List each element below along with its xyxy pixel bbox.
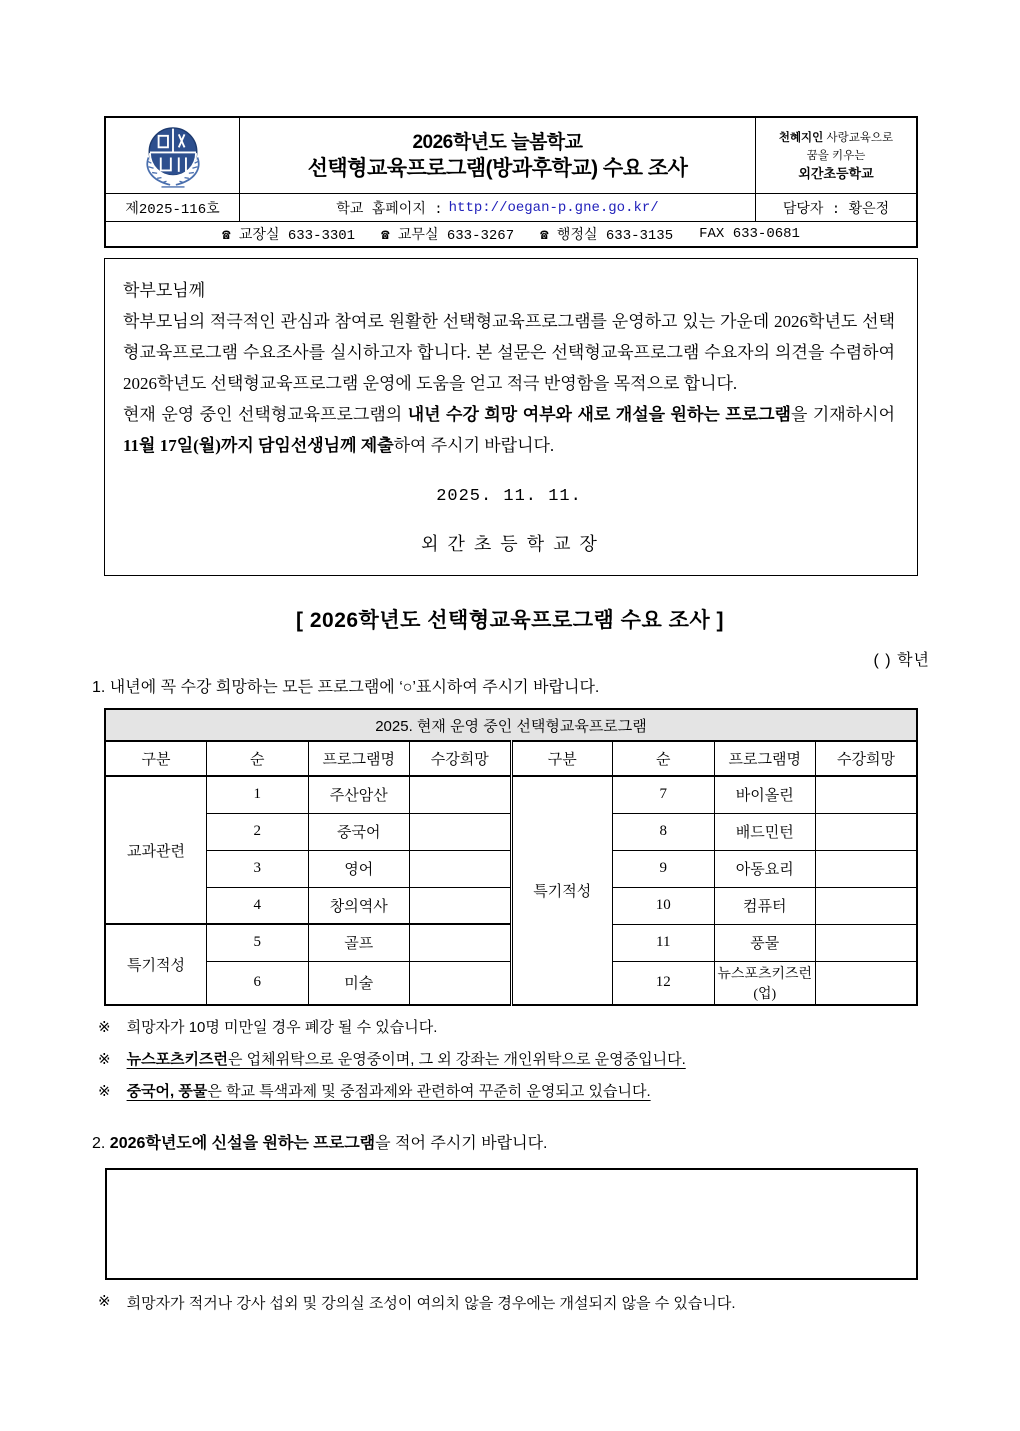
row-no-1: 1 bbox=[207, 776, 309, 813]
question-1-text: 1. 내년에 꼭 수강 희망하는 모든 프로그램에 ‘○’표시하여 주시기 바랍니다. bbox=[92, 679, 600, 696]
row-program-4: 창의역사 bbox=[308, 887, 410, 924]
new-program-answer-box[interactable] bbox=[105, 1168, 918, 1280]
note-mark-icon: ※ bbox=[98, 1051, 111, 1068]
row-program-10: 컴퓨터 bbox=[714, 887, 816, 924]
row-want-1[interactable] bbox=[410, 776, 512, 813]
table-header-row bbox=[105, 741, 917, 776]
q2-emphasis: 2026학년도에 신설을 원하는 프로그램 bbox=[109, 1135, 376, 1152]
slogan-keyword: 천혜지인 bbox=[778, 131, 824, 144]
note-2-rest: 은 업체위탁으로 운영중이며, 그 외 강좌는 개인위탁으로 운영중입니다. bbox=[228, 1051, 686, 1068]
table-row bbox=[105, 776, 917, 813]
group-label-left-1: 교과관련 bbox=[105, 776, 207, 924]
row-want-2[interactable] bbox=[410, 813, 512, 850]
school-emblem-icon bbox=[136, 120, 210, 192]
row-want-4[interactable] bbox=[410, 887, 512, 924]
row-no-7: 7 bbox=[613, 776, 715, 813]
row-program-12: 뉴스포츠키즈런(업) bbox=[714, 961, 816, 1005]
program-demand-table bbox=[104, 708, 918, 1006]
para2-part-a: 현재 운영 중인 선택형교육프로그램의 bbox=[123, 405, 408, 424]
fax-number: FAX 633-0681 bbox=[699, 226, 800, 242]
row-no-8: 8 bbox=[613, 813, 715, 850]
header-program-left: 프로그램명 bbox=[308, 741, 410, 776]
row-no-11: 11 bbox=[613, 924, 715, 961]
note-3-rest: 은 학교 특색과제 및 중점과제와 관련하여 꾸준히 운영되고 있습니다. bbox=[207, 1083, 651, 1100]
row-want-8[interactable] bbox=[816, 813, 918, 850]
row-program-3: 영어 bbox=[308, 850, 410, 887]
header-sun-left: 순 bbox=[207, 741, 309, 776]
document-number: 제2025-116호 bbox=[106, 194, 240, 221]
row-program-1: 주산암산 bbox=[308, 776, 410, 813]
header-sun-right: 순 bbox=[613, 741, 715, 776]
school-logo-cell bbox=[106, 118, 240, 193]
note-2-emphasis: 뉴스포츠키즈런 bbox=[126, 1051, 229, 1068]
letter-body-box bbox=[104, 258, 918, 576]
footnote-mark-icon: ※ bbox=[98, 1293, 111, 1310]
notes-list bbox=[98, 1016, 958, 1112]
note-mark-icon: ※ bbox=[98, 1019, 111, 1036]
row-program-9: 아동요리 bbox=[714, 850, 816, 887]
grade-entry-field[interactable]: ( ) 학년 bbox=[873, 652, 930, 669]
row-want-11[interactable] bbox=[816, 924, 918, 961]
row-no-6: 6 bbox=[207, 961, 309, 1005]
header-gubun-left: 구분 bbox=[105, 741, 207, 776]
header-want-left: 수강희망 bbox=[410, 741, 512, 776]
table-caption: 2025. 현재 운영 중인 선택형교육프로그램 bbox=[105, 709, 917, 741]
contact-row bbox=[106, 222, 916, 246]
row-no-4: 4 bbox=[207, 887, 309, 924]
row-program-2: 중국어 bbox=[308, 813, 410, 850]
note-item-1 bbox=[98, 1016, 958, 1037]
note-item-2 bbox=[98, 1048, 958, 1069]
question-2-text bbox=[92, 1130, 547, 1153]
row-program-5: 골프 bbox=[308, 924, 410, 961]
row-program-8: 배드민턴 bbox=[714, 813, 816, 850]
group-label-right-1: 특기적성 bbox=[511, 776, 613, 1005]
q2-prefix: 2. bbox=[92, 1135, 110, 1152]
homepage-row bbox=[240, 194, 756, 221]
homepage-label: 학교 홈페이지 : bbox=[336, 201, 443, 218]
row-want-10[interactable] bbox=[816, 887, 918, 924]
row-want-6[interactable] bbox=[410, 961, 512, 1005]
row-no-5: 5 bbox=[207, 924, 309, 961]
slogan-line-2: 꿈을 키우는 bbox=[806, 149, 866, 162]
title-line-1: 2026학년도 늘봄학교 bbox=[412, 131, 583, 153]
row-want-3[interactable] bbox=[410, 850, 512, 887]
note-text-1: 희망자가 10명 미만일 경우 폐강 될 수 있습니다. bbox=[126, 1019, 438, 1036]
header-program-right: 프로그램명 bbox=[714, 741, 816, 776]
row-program-7: 바이올린 bbox=[714, 776, 816, 813]
q2-suffix: 을 적어 주시기 바랍니다. bbox=[375, 1135, 548, 1152]
document-title bbox=[240, 118, 756, 193]
row-no-3: 3 bbox=[207, 850, 309, 887]
salutation: 학부모님께 bbox=[123, 281, 206, 300]
school-name: 외간초등학교 bbox=[798, 165, 874, 181]
letter-date: 2025. 11. 11. bbox=[436, 487, 582, 506]
footnote-text: 희망자가 적거나 강사 섭외 및 강의실 조성이 여의치 않을 경우에는 개설되지 않을 수 있습니다. bbox=[126, 1295, 736, 1312]
para2-part-e: 하여 주시기 바랍니다. bbox=[393, 436, 555, 455]
row-no-9: 9 bbox=[613, 850, 715, 887]
header-gubun-right: 구분 bbox=[511, 741, 613, 776]
row-want-7[interactable] bbox=[816, 776, 918, 813]
note-text-2 bbox=[127, 1048, 686, 1069]
row-no-2: 2 bbox=[207, 813, 309, 850]
phone-principal: ☎ 교장실 633-3301 bbox=[222, 228, 356, 244]
group-label-left-2: 특기적성 bbox=[105, 924, 207, 1005]
row-program-11: 풍물 bbox=[714, 924, 816, 961]
note-mark-icon: ※ bbox=[98, 1083, 111, 1100]
row-no-10: 10 bbox=[613, 887, 715, 924]
letterhead-mid-row bbox=[106, 194, 916, 222]
survey-title: [ 2026학년도 선택형교육프로그램 수요 조사 ] bbox=[296, 609, 724, 632]
para2-emphasis-2: 11월 17일(월)까지 담임선생님께 제출 bbox=[123, 436, 394, 455]
row-want-9[interactable] bbox=[816, 850, 918, 887]
row-program-6: 미술 bbox=[308, 961, 410, 1005]
slogan-rest-1: 사랑교육으로 bbox=[823, 131, 894, 144]
note-item-3 bbox=[98, 1080, 958, 1101]
note-text-3 bbox=[127, 1080, 651, 1101]
row-no-12: 12 bbox=[613, 961, 715, 1005]
letter-signer: 외간초등학교장 bbox=[421, 534, 606, 554]
slogan-line-1 bbox=[779, 129, 893, 147]
letter-paragraph-1: 학부모님의 적극적인 관심과 참여로 원활한 선택형교육프로그램를 운영하고 있는 가운데 2026학년도 선택형교육프로그램 수요조사를 실시하고자 합니다. 본 설문은 선택형교육프로그램 수요자의 의견을 수렴하여 2026학년도 선택형교육프로그램 운영에 도움을 얻고 적극 반영함을 목적으로 합니다. bbox=[123, 312, 895, 393]
title-line-2: 선택형교육프로그램(방과후학교) 수요 조사 bbox=[307, 156, 688, 180]
letter-paragraph-2 bbox=[123, 399, 895, 461]
staff-in-charge: 담당자 : 황은정 bbox=[782, 201, 890, 218]
phone-admin: ☎ 행정실 633-3135 bbox=[540, 228, 674, 244]
para2-part-c: 을 기재하시어 bbox=[790, 405, 895, 424]
para2-emphasis-1: 내년 수강 희망 여부와 새로 개설을 원하는 프로그램 bbox=[407, 405, 791, 424]
row-want-5[interactable] bbox=[410, 924, 512, 961]
letterhead-box bbox=[104, 116, 918, 248]
table-caption-row bbox=[105, 709, 917, 741]
footnote bbox=[98, 1292, 736, 1313]
note-3-emphasis: 중국어, 풍물 bbox=[126, 1083, 208, 1100]
homepage-url-link[interactable]: http://oegan-p.gne.go.kr/ bbox=[448, 199, 659, 216]
school-slogan bbox=[756, 118, 916, 193]
row-want-12[interactable] bbox=[816, 961, 918, 1005]
phone-office: ☎ 교무실 633-3267 bbox=[381, 228, 515, 244]
letterhead-top-row bbox=[106, 118, 916, 194]
header-want-right: 수강희망 bbox=[816, 741, 918, 776]
